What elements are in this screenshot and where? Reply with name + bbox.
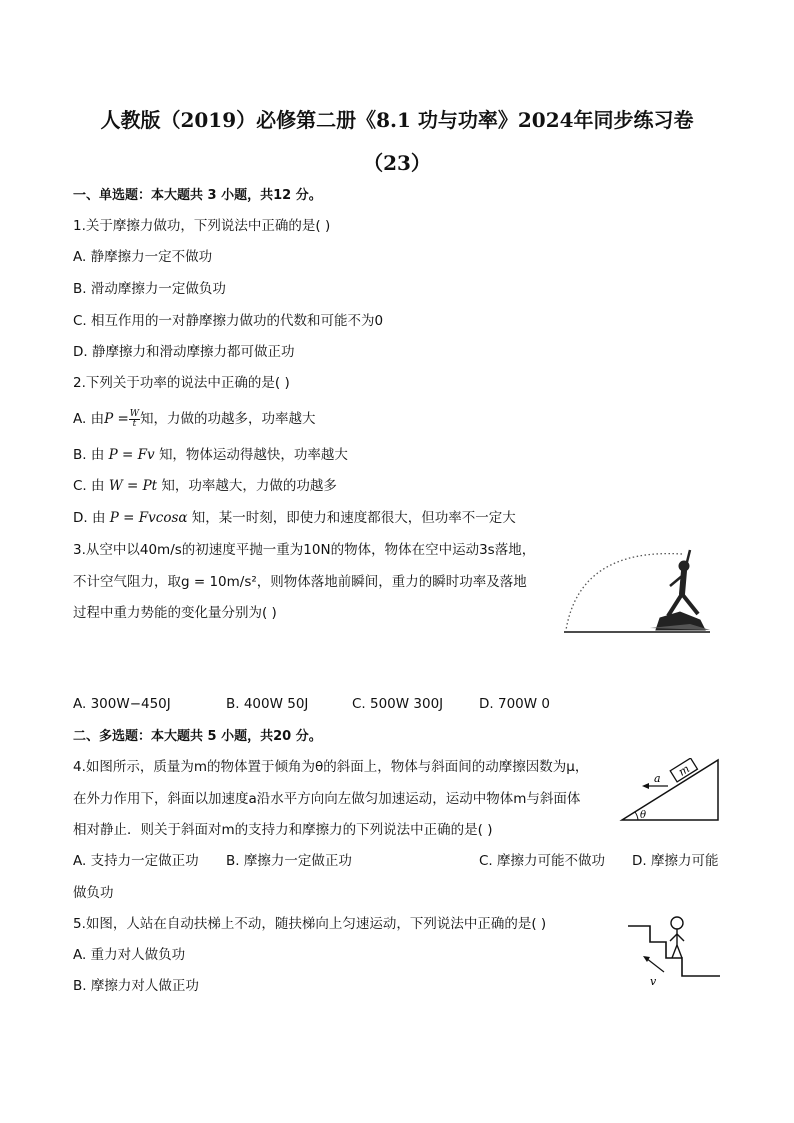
- q4-option-d: D. 摩擦力可能: [632, 853, 719, 869]
- q1-option-b: B. 滑动摩擦力一定做负功: [73, 281, 226, 297]
- q2-option-d: D. 由 P = Fvcosα 知，某一时刻，即使力和速度都很大，但功率不一定大: [73, 510, 516, 526]
- acceleration-label: a: [654, 772, 661, 785]
- incline-figure: [618, 758, 722, 824]
- q1-option-c: C. 相互作用的一对静摩擦力做功的代数和可能不为0: [73, 313, 384, 329]
- q3-stem-line2: 不计空气阻力，取g = 10m/s²，则物体落地前瞬间，重力的瞬时功率及落地: [73, 574, 527, 590]
- q3-option-c: C. 500W 300J: [352, 696, 444, 712]
- q3-option-d: D. 700W 0: [479, 696, 550, 712]
- q5-option-a: A. 重力对人做负功: [73, 947, 186, 963]
- q4-stem-line2: 在外力作用下，斜面以加速度a沿水平方向向左做匀加速运动，运动中物体m与斜面体: [73, 791, 581, 807]
- q2-option-a: A. 由P = $\frac{W}{t}$ 知，力做的功越多，功率越大: [73, 408, 316, 429]
- person-icon: [670, 917, 684, 958]
- page-subtitle: （23）: [363, 151, 431, 175]
- q1-option-d: D. 静摩擦力和滑动摩擦力都可做正功: [73, 344, 295, 360]
- q1-option-a: A. 静摩擦力一定不做功: [73, 249, 213, 265]
- mass-label: m: [676, 762, 692, 779]
- q4-option-d-continued: 做负功: [73, 885, 114, 901]
- q1-stem: 1.关于摩擦力做功，下列说法中正确的是( ): [73, 218, 331, 234]
- escalator-figure: [624, 914, 724, 990]
- projectile-throw-figure: [560, 538, 720, 646]
- thrower-figure-icon: [650, 550, 710, 630]
- q5-stem: 5.如图，人站在自动扶梯上不动，随扶梯向上匀速运动，下列说法中正确的是( ): [73, 916, 547, 932]
- fraction-w-over-t: $\frac{W}{t}$: [129, 408, 140, 429]
- q3-stem-line1: 3.从空中以40m/s的初速度平抛一重为10N的物体，物体在空中运动3s落地，: [73, 542, 536, 558]
- q4-option-c: C. 摩擦力可能不做功: [479, 853, 606, 869]
- q3-option-b: B. 400W 50J: [226, 696, 309, 712]
- q4-option-a: A. 支持力一定做正功: [73, 853, 199, 869]
- q2-option-b: B. 由 P = Fv 知，物体运动得越快，功率越大: [73, 447, 348, 463]
- q3-stem-line3: 过程中重力势能的变化量分别为( ): [73, 605, 277, 621]
- q4-option-b: B. 摩擦力一定做正功: [226, 853, 352, 869]
- section-single-choice: 一、单选题：本大题共 3 小题，共12 分。: [73, 188, 322, 203]
- q2-option-c: C. 由 W = Pt 知，功率越大，力做的功越多: [73, 478, 337, 494]
- q4-stem-line3: 相对静止．则关于斜面对m的支持力和摩擦力的下列说法中正确的是( ): [73, 822, 493, 838]
- angle-label: θ: [640, 810, 647, 821]
- page-title: 人教版（2019）必修第二册《8.1 功与功率》2024年同步练习卷: [100, 108, 694, 132]
- q2-stem: 2.下列关于功率的说法中正确的是( ): [73, 375, 290, 391]
- q4-stem-line1: 4.如图所示，质量为m的物体置于倾角为θ的斜面上，物体与斜面间的动摩擦因数为μ，: [73, 759, 589, 775]
- section-multi-choice: 二、多选题：本大题共 5 小题，共20 分。: [73, 729, 322, 744]
- q3-option-a: A. 300W−450J: [73, 696, 171, 712]
- q5-option-b: B. 摩擦力对人做正功: [73, 978, 199, 994]
- velocity-label: v: [650, 975, 657, 988]
